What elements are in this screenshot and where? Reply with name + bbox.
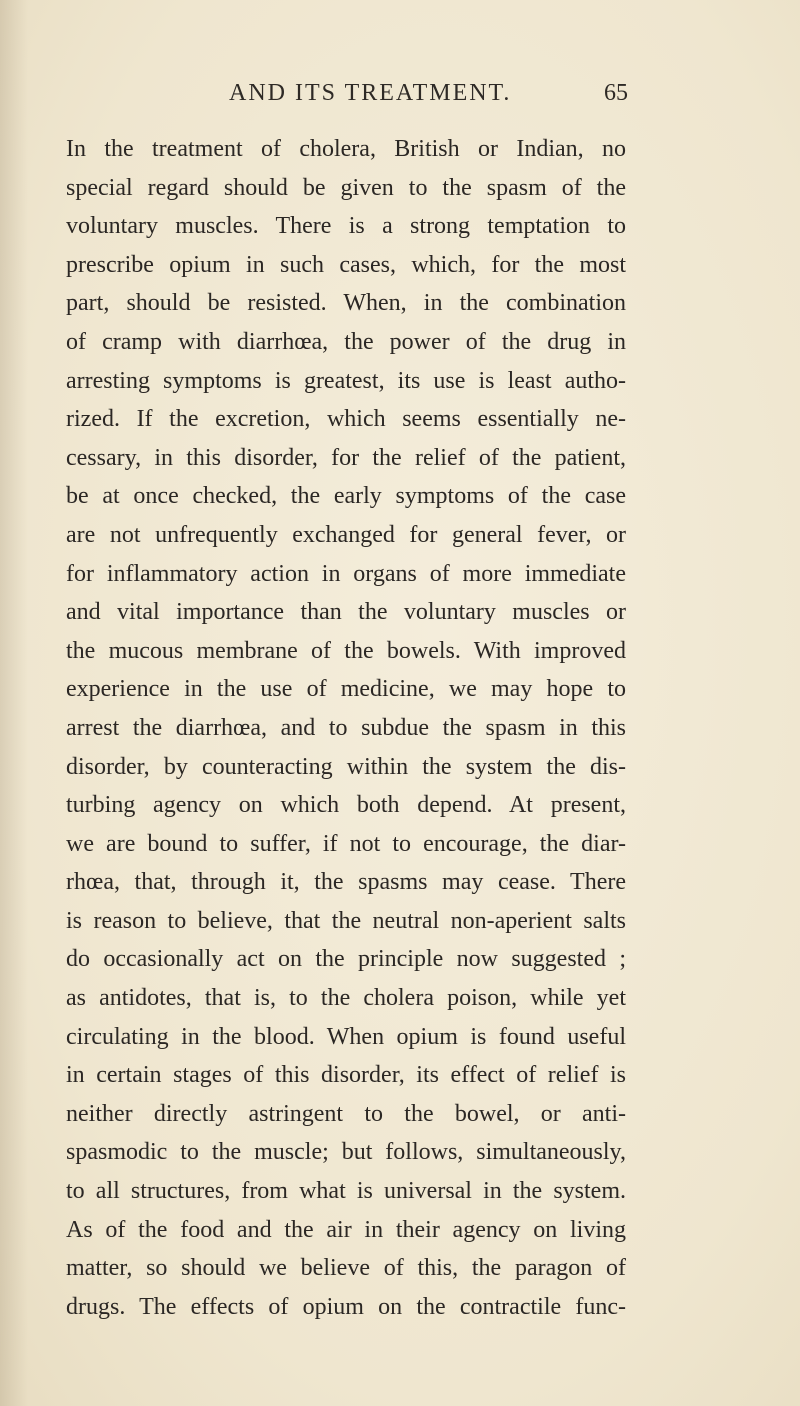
text-line: As of the food and the air in their agency on living — [66, 1216, 626, 1243]
text-line: we are bound to suffer, if not to encourage, the diar- — [66, 830, 626, 857]
text-line: rhœa, that, through it, the spasms may cease. There — [66, 869, 626, 896]
text-line: neither directly astringent to the bowel, or anti- — [66, 1100, 626, 1127]
text-line: matter, so should we believe of this, the paragon of — [66, 1255, 626, 1282]
text-line: do occasionally act on the principle now suggested ; — [66, 946, 626, 973]
binding-shadow — [0, 0, 28, 1406]
text-line: arresting symptoms is greatest, its use is least autho- — [66, 367, 626, 394]
running-head — [0, 80, 800, 120]
text-line: the mucous membrane of the bowels. With improved — [66, 637, 626, 664]
text-line: prescribe opium in such cases, which, for the most — [66, 251, 626, 278]
text-line: rized. If the excretion, which seems essentially ne- — [66, 406, 626, 433]
text-line: and vital importance than the voluntary muscles or — [66, 599, 626, 626]
text-line: as antidotes, that is, to the cholera poison, while yet — [66, 985, 626, 1012]
text-line: to all structures, from what is universal in the system. — [66, 1178, 626, 1205]
text-line: is reason to believe, that the neutral non-aperient salts — [66, 907, 626, 934]
text-line: drugs. The effects of opium on the contractile func- — [66, 1293, 626, 1320]
text-line: turbing agency on which both depend. At present, — [66, 792, 626, 819]
text-line: disorder, by counteracting within the system the dis- — [66, 753, 626, 780]
text-line: are not unfrequently exchanged for general fever, or — [66, 521, 626, 548]
text-line: experience in the use of medicine, we may hope to — [66, 676, 626, 703]
text-line: circulating in the blood. When opium is found useful — [66, 1023, 626, 1050]
text-line: In the treatment of cholera, British or Indian, no — [66, 136, 626, 162]
running-head-title: AND ITS TREATMENT. — [229, 80, 512, 106]
body-text — [66, 130, 626, 1326]
text-line: for inflammatory action in organs of more immediate — [66, 560, 626, 587]
text-line: in certain stages of this disorder, its effect of relief is — [66, 1062, 626, 1089]
text-line: special regard should be given to the spasm of the — [66, 174, 626, 201]
text-line: part, should be resisted. When, in the combination — [66, 290, 626, 317]
text-line: be at once checked, the early symptoms of the case — [66, 483, 626, 510]
text-line: cessary, in this disorder, for the relief of the patient, — [66, 444, 626, 471]
text-line: of cramp with diarrhœa, the power of the drug in — [66, 328, 626, 355]
text-line: arrest the diarrhœa, and to subdue the spasm in this — [66, 714, 626, 741]
text-line: voluntary muscles. There is a strong temptation to — [66, 213, 626, 240]
text-line: spasmodic to the muscle; but follows, simultaneously, — [66, 1139, 626, 1166]
page-number: 65 — [604, 80, 628, 106]
